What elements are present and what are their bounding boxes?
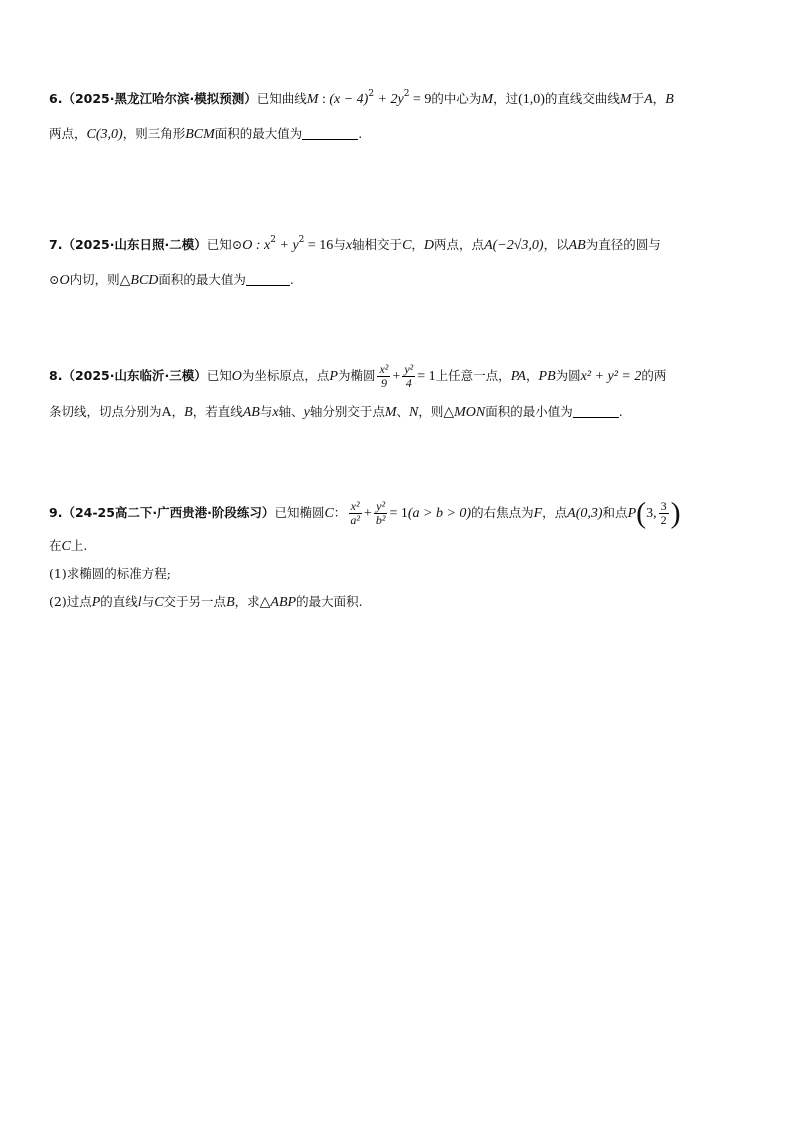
problem-9 <box>49 494 749 614</box>
math: = 1 <box>417 369 436 384</box>
text: 面积的最小值为 <box>485 404 573 419</box>
text: 为坐标原点，点 <box>241 368 330 383</box>
text: 为椭圆 <box>337 368 376 383</box>
problem-6 <box>49 84 749 146</box>
problem-source: （2025·山东日照·二模） <box>62 237 207 253</box>
math-var: C <box>324 506 334 521</box>
text: 已知 <box>206 368 232 383</box>
math-var: O <box>59 273 70 288</box>
problem-number: 7. <box>49 237 63 253</box>
math-var: PA <box>510 369 526 384</box>
text: ，求 <box>234 594 260 609</box>
fraction <box>374 500 388 527</box>
math: 3, <box>646 506 657 521</box>
text: 的右焦点为 <box>471 505 534 520</box>
text: ： <box>333 505 347 520</box>
problem-8-line-1 <box>49 360 749 392</box>
math: + y <box>276 238 299 254</box>
problem-number: 9. <box>49 505 63 520</box>
math-var: M <box>481 92 494 108</box>
text: 已知椭圆 <box>274 505 325 520</box>
text: 轴、 <box>278 404 304 419</box>
math: = 9 <box>409 92 432 108</box>
math-condition: (a > b > 0) <box>407 506 472 521</box>
math-var: P <box>91 595 101 610</box>
fraction <box>402 363 415 390</box>
math-var: A <box>161 405 172 420</box>
math-triangle: △ABP <box>259 595 297 610</box>
text: 的两 <box>641 368 667 383</box>
fraction-denominator: 2 <box>660 513 667 527</box>
text: 交于另一点 <box>163 594 227 609</box>
exponent: 2 <box>270 235 276 245</box>
math-var: P <box>329 369 338 384</box>
math: : <box>318 92 330 108</box>
fraction-denominator: b² <box>375 513 386 527</box>
exponent: 2 <box>368 89 375 99</box>
problem-8 <box>49 360 749 424</box>
text: . <box>618 404 623 419</box>
text: 为圆 <box>555 368 581 383</box>
text: ，则 <box>418 404 444 419</box>
problem-9-line-1 <box>49 494 749 532</box>
math-var: C <box>61 539 71 554</box>
text: 和点 <box>602 505 628 520</box>
text: 面积的最大值为 <box>214 126 303 141</box>
math-var: P <box>627 506 637 521</box>
text: 轴相交于 <box>352 237 403 253</box>
math-var: M <box>384 405 397 420</box>
math-var: AB <box>568 238 586 254</box>
problem-7-line-2 <box>49 268 749 292</box>
math-var: BCM <box>185 127 215 142</box>
problem-number: 6. <box>49 91 63 107</box>
fraction <box>377 363 390 390</box>
text: 内切，则 <box>69 272 120 287</box>
fraction-numerator: x² <box>379 362 389 376</box>
text: ， <box>411 237 424 253</box>
math: = 1 <box>389 506 408 521</box>
text: . <box>358 126 363 141</box>
question-1 <box>49 562 749 586</box>
problem-8-line-2 <box>49 400 749 424</box>
math-triangle: △MON <box>443 405 486 420</box>
text: 与 <box>259 404 273 419</box>
problem-7-line-1 <box>49 230 749 254</box>
circle-dot-icon: ⊙ <box>231 237 243 253</box>
fraction-numerator: x² <box>350 499 360 513</box>
text: ，点 <box>542 505 568 520</box>
question-2 <box>49 590 749 614</box>
text: ，则三角形 <box>122 126 186 141</box>
text: 两点， <box>49 126 87 141</box>
math-var: y <box>303 405 310 420</box>
text: ， <box>171 404 185 419</box>
math-var: B <box>184 405 193 420</box>
text: 为直径的圆与 <box>585 237 661 253</box>
text: ，以 <box>543 237 569 253</box>
exponent: 2 <box>403 89 410 99</box>
text: 已知 <box>206 237 232 253</box>
math-var: M <box>306 92 319 108</box>
fraction-numerator: y² <box>404 362 414 376</box>
text: . <box>289 272 294 287</box>
text: 条切线，切点分别为 <box>49 404 162 419</box>
problem-7 <box>49 230 749 292</box>
question-text: (1)求椭圆的标准方程; <box>49 566 171 581</box>
math-var: x <box>272 405 279 420</box>
problem-6-line-1 <box>49 84 749 108</box>
math: = 16 <box>304 238 334 254</box>
fraction <box>659 500 669 527</box>
math-var: M <box>619 92 632 108</box>
plus-sign: + <box>392 369 401 384</box>
fraction-numerator: 3 <box>660 499 667 513</box>
answer-blank[interactable] <box>246 271 290 286</box>
answer-blank[interactable] <box>573 403 619 418</box>
problem-6-line-2 <box>49 122 749 146</box>
math: x² + y² = 2 <box>580 369 642 384</box>
text: 与 <box>333 237 346 253</box>
math-var: F <box>533 506 543 521</box>
problem-9-line-2 <box>49 534 749 558</box>
math-var: O <box>242 238 253 254</box>
right-paren: ) <box>670 496 681 530</box>
text: 轴分别交于点 <box>309 404 385 419</box>
text: 在 <box>49 538 62 553</box>
exponent: 2 <box>298 235 305 245</box>
text: 的中心为 <box>431 91 482 107</box>
math-var: l <box>137 595 142 610</box>
problem-source: （24-25高二下·广西贵港·阶段练习） <box>62 505 275 520</box>
problem-source: （2025·山东临沂·三模） <box>62 368 207 383</box>
text: 已知曲线 <box>256 91 307 107</box>
math-var: C <box>154 595 164 610</box>
fraction-denominator: 4 <box>405 376 412 390</box>
text: 面积的最大值为 <box>158 272 246 287</box>
math-var: O <box>231 369 242 384</box>
text: 上任意一点， <box>435 368 511 383</box>
text: 于 <box>631 91 645 107</box>
text: 、 <box>396 404 410 419</box>
text: (2)过点 <box>49 594 92 609</box>
math-var: B <box>226 595 235 610</box>
math-var: D <box>423 238 435 254</box>
left-paren: ( <box>636 496 647 530</box>
math: (x − 4) <box>329 92 369 108</box>
math-point: C(3,0) <box>86 127 123 142</box>
math-var: PB <box>538 369 556 384</box>
problem-number: 8. <box>49 368 63 383</box>
math-point: (1,0) <box>518 92 545 108</box>
text: 两点，点 <box>434 237 485 253</box>
math-triangle: △BCD <box>119 273 159 288</box>
text: ，过 <box>493 91 519 107</box>
fraction-numerator: y² <box>376 499 386 513</box>
text: 的直线 <box>100 594 138 609</box>
math: : x <box>252 238 271 254</box>
math-point: A(0,3) <box>567 506 603 521</box>
math-point: A(−2√3,0) <box>484 238 544 254</box>
text: 的直线交曲线 <box>544 91 620 107</box>
problem-source: （2025·黑龙江哈尔滨·模拟预测） <box>62 91 257 107</box>
answer-blank[interactable] <box>302 125 358 140</box>
math-var: B <box>665 92 674 108</box>
text: 上. <box>70 538 88 553</box>
math-var: A <box>644 92 653 108</box>
circle-dot-icon: ⊙ <box>49 272 60 287</box>
math-var: AB <box>242 405 260 420</box>
math-var: x <box>345 238 353 254</box>
fraction-denominator: a² <box>350 513 360 527</box>
text: 与 <box>141 594 155 609</box>
text: ， <box>526 368 539 383</box>
text: ，若直线 <box>192 404 243 419</box>
text: 的最大面积. <box>296 594 363 609</box>
text: ， <box>652 91 666 107</box>
math: + 2y <box>374 92 404 108</box>
plus-sign: + <box>363 506 372 521</box>
math-var: N <box>409 405 419 420</box>
math-var: C <box>402 238 412 254</box>
fraction-denominator: 9 <box>380 376 387 390</box>
fraction <box>348 500 362 527</box>
